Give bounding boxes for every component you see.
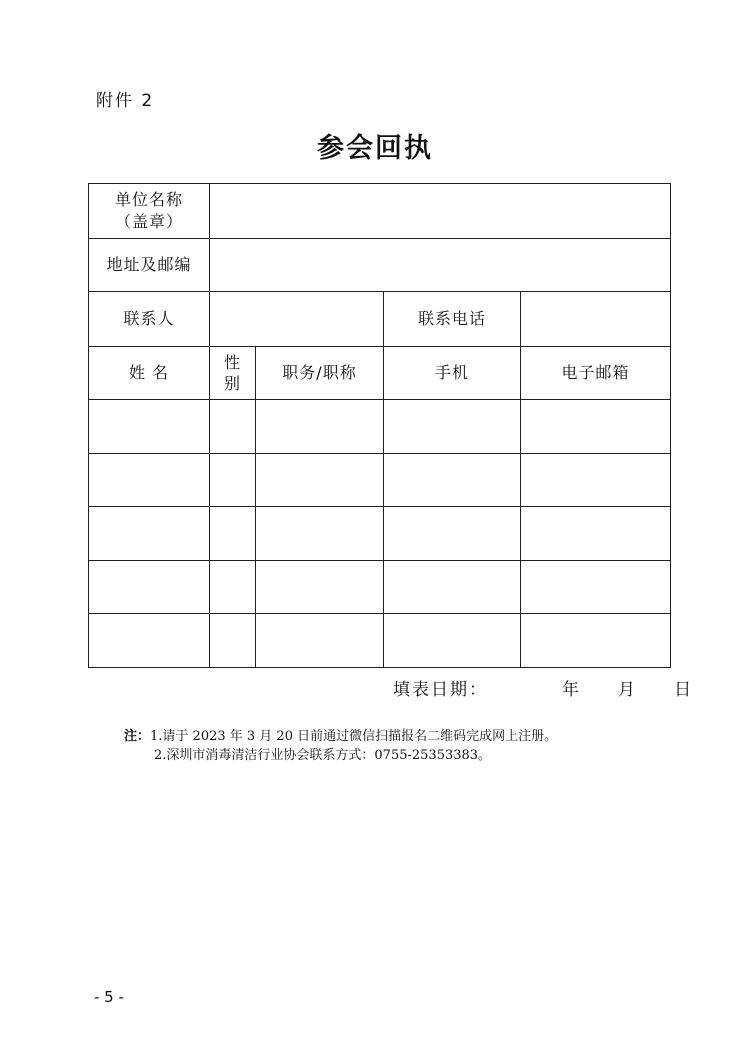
name-field[interactable] bbox=[89, 400, 210, 454]
table-row bbox=[89, 561, 671, 614]
table-row bbox=[89, 454, 671, 507]
column-header-position: 职务/职称 bbox=[256, 347, 384, 400]
notes-prefix: 注： bbox=[124, 729, 151, 744]
column-header-sex bbox=[210, 347, 256, 400]
column-header-sex-line2: 别 bbox=[223, 374, 241, 393]
sex-field[interactable] bbox=[210, 561, 256, 614]
notes bbox=[124, 727, 557, 765]
email-field[interactable] bbox=[521, 561, 671, 614]
note-item-1 bbox=[124, 727, 557, 746]
address-label: 地址及邮编 bbox=[89, 239, 210, 292]
position-field[interactable] bbox=[256, 507, 384, 561]
email-field[interactable] bbox=[521, 454, 671, 507]
column-header-name-text: 姓 名 bbox=[128, 363, 170, 382]
column-header-mobile: 手机 bbox=[384, 347, 521, 400]
attachment-label: 附件 2 bbox=[96, 91, 155, 111]
mobile-field[interactable] bbox=[384, 561, 521, 614]
column-header-sex-text bbox=[222, 352, 244, 394]
position-field[interactable] bbox=[256, 561, 384, 614]
unit-name-label bbox=[89, 184, 210, 239]
sex-field[interactable] bbox=[210, 454, 256, 507]
table-row bbox=[89, 507, 671, 561]
name-field[interactable] bbox=[89, 561, 210, 614]
table-row bbox=[89, 614, 671, 668]
contact-row bbox=[89, 292, 671, 347]
mobile-field[interactable] bbox=[384, 507, 521, 561]
mobile-field[interactable] bbox=[384, 400, 521, 454]
name-field[interactable] bbox=[89, 454, 210, 507]
page-number: - 5 - bbox=[94, 988, 124, 1006]
contact-label: 联系人 bbox=[89, 292, 210, 347]
name-field[interactable] bbox=[89, 507, 210, 561]
position-field[interactable] bbox=[256, 454, 384, 507]
unit-name-label-line2: （盖章） bbox=[114, 212, 183, 231]
fill-date-line: 填表日期： 年 月 日 bbox=[393, 680, 694, 700]
note-item-1-text: 1.请于 2023 年 3 月 20 日前通过微信扫描报名二维码完成网上注册。 bbox=[150, 729, 558, 744]
mobile-field[interactable] bbox=[384, 454, 521, 507]
note-item-2: 2.深圳市消毒清洁行业协会联系方式：0755-25353383。 bbox=[154, 748, 492, 763]
page-title: 参会回执 bbox=[317, 133, 433, 164]
email-field[interactable] bbox=[521, 400, 671, 454]
unit-name-field[interactable] bbox=[210, 184, 671, 239]
contact-field[interactable] bbox=[210, 292, 384, 347]
sex-field[interactable] bbox=[210, 400, 256, 454]
unit-name-row bbox=[89, 184, 671, 239]
name-field[interactable] bbox=[89, 614, 210, 668]
contact-phone-field[interactable] bbox=[521, 292, 671, 347]
column-header-sex-line1: 性 bbox=[223, 353, 241, 372]
registration-form-table bbox=[88, 183, 671, 668]
email-field[interactable] bbox=[521, 614, 671, 668]
mobile-field[interactable] bbox=[384, 614, 521, 668]
sex-field[interactable] bbox=[210, 507, 256, 561]
email-field[interactable] bbox=[521, 507, 671, 561]
address-field[interactable] bbox=[210, 239, 671, 292]
contact-phone-label: 联系电话 bbox=[384, 292, 521, 347]
sex-field[interactable] bbox=[210, 614, 256, 668]
unit-name-label-line1: 单位名称 bbox=[114, 190, 183, 209]
column-header-name bbox=[89, 347, 210, 400]
column-header-row bbox=[89, 347, 671, 400]
address-row bbox=[89, 239, 671, 292]
table-row bbox=[89, 400, 671, 454]
position-field[interactable] bbox=[256, 400, 384, 454]
column-header-email: 电子邮箱 bbox=[521, 347, 671, 400]
position-field[interactable] bbox=[256, 614, 384, 668]
